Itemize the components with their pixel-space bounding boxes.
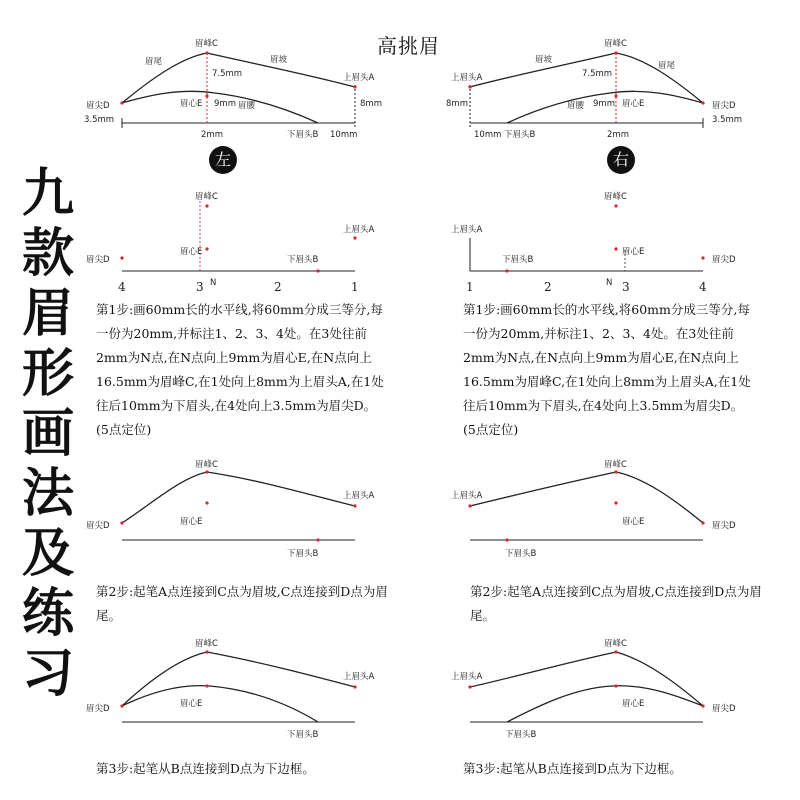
diagram-label: 下眉头B (504, 130, 536, 140)
point-marker (505, 269, 508, 272)
diagram-label: 3 (622, 280, 630, 294)
diagram-label: 2 (274, 280, 282, 294)
diagram-label: 眉心E (622, 99, 645, 109)
label-waist: 眉腰 (238, 101, 256, 111)
diagram-label: 上眉头A (343, 491, 375, 501)
diagram-label: 眉尖D (712, 521, 736, 531)
diagram-label: 下眉头B (505, 730, 537, 740)
diagram-label: 眉尖D (712, 101, 736, 111)
label-peak: 眉峰C (195, 39, 218, 49)
diagram-label: 4 (699, 280, 707, 294)
point-marker (505, 538, 508, 541)
label-tail: 眉尾 (145, 57, 163, 67)
diagram-label: 9mm (593, 99, 615, 109)
diagram-label: N (210, 278, 217, 288)
meas-heart: 9mm (214, 99, 236, 109)
step3-right-text: 第3步:起笔从B点连接到D点为下边框。 (463, 761, 682, 776)
step1-right-text: 第1步:画60mm长的水平线,将60mm分成三等分,每一份为20mm,并标注1、2、3、4处。在3处往前2mm为N点,在N点向上9mm为眉心E,在N点向上16.5mm为眉峰C,在1处向上8mm为上眉头A,在1处往后10mm为下眉头,在4处向上3.5mm为眉尖D。(5点定位) (463, 302, 751, 437)
diagram-label: 眉峰C (195, 639, 218, 649)
label-slope: 眉坡 (270, 55, 288, 65)
point-marker (701, 101, 704, 104)
diagram-label: 4 (118, 280, 126, 294)
diagram-label: 2mm (607, 130, 629, 140)
diagram-label: 眉峰C (604, 639, 627, 649)
diagram-label: 3 (196, 280, 204, 294)
diagram-label: 上眉头A (451, 73, 483, 83)
diagram-label: 眉心E (180, 699, 203, 709)
diagram-label: 3.5mm (712, 115, 743, 125)
diagram-label: 下眉头B (287, 730, 319, 740)
diagram-label: 下眉头B (502, 255, 534, 265)
left-badge: 左 (209, 146, 237, 174)
brow-curve (470, 652, 703, 706)
point-marker (614, 470, 617, 473)
point-marker (468, 85, 471, 88)
diagram-label: 眉尖D (86, 704, 110, 714)
brow-curve (507, 686, 703, 722)
label-tip: 眉尖D (86, 101, 110, 111)
diagram-label: 眉心E (180, 517, 203, 527)
diagram-label: 眉峰C (604, 460, 627, 470)
right-badge: 右 (607, 146, 635, 174)
diagram-label: 下眉头B (287, 255, 319, 265)
diagram-label: 1 (351, 280, 359, 294)
diagram-label: 眉心E (622, 517, 645, 527)
diagram-label: 上眉头A (343, 672, 375, 682)
point-marker (468, 685, 471, 688)
point-marker (468, 504, 471, 507)
page-title: 高挑眉 (377, 34, 440, 58)
diagram-label: 眉心E (180, 247, 203, 257)
diagram-label: 8mm (446, 99, 468, 109)
meas-back: 10mm (330, 130, 358, 140)
meas-front: 2mm (201, 130, 223, 140)
diagram-label: 7.5mm (582, 69, 613, 79)
right-step1-diagram (451, 191, 736, 294)
diagram-label: 眉心E (622, 247, 645, 257)
point-marker (614, 51, 617, 54)
right-top-diagram (446, 38, 742, 140)
point-marker (614, 247, 617, 250)
meas-head: 8mm (360, 99, 382, 109)
meas-peak: 7.5mm (212, 69, 243, 79)
diagram-label: 眉腰 (567, 101, 585, 111)
diagram-label: 眉峰C (604, 39, 627, 49)
diagram-label: 眉尖D (86, 521, 110, 531)
step2-right-text: 第2步:起笔A点连接到C点为眉坡,C点连接到D点为眉尾。 (470, 584, 762, 623)
diagram-label: N (606, 278, 613, 288)
meas-tip: 3.5mm (84, 115, 115, 125)
diagram-label: 上眉头A (451, 491, 483, 501)
point-marker (701, 521, 704, 524)
diagram-label: 2 (544, 280, 552, 294)
right-step2-diagram (451, 459, 736, 559)
label-head-b: 下眉头B (287, 130, 319, 140)
diagram-label: 上眉头A (451, 672, 483, 682)
diagram-label: 下眉头B (287, 549, 319, 559)
diagram-label: 1 (466, 280, 474, 294)
diagram-label: 眉峰C (604, 192, 627, 202)
diagram-label: 眉尖D (712, 704, 736, 714)
step3-left-text: 第3步:起笔从B点连接到D点为下边框。 (96, 761, 315, 776)
point-marker (701, 704, 704, 707)
point-marker (614, 501, 617, 504)
point-marker (614, 94, 617, 97)
point-marker (614, 204, 617, 207)
label-heart: 眉心E (180, 99, 203, 109)
diagram-label: 眉尖D (712, 255, 736, 265)
diagram-label: 上眉头A (451, 225, 483, 235)
step2-left-text: 第2步:起笔A点连接到C点为眉坡,C点连接到D点为眉尾。 (96, 584, 388, 623)
diagram-label: 眉峰C (195, 460, 218, 470)
diagram-label: 10mm (474, 130, 502, 140)
diagram-label: 上眉头A (343, 225, 375, 235)
diagram-label: 下眉头B (505, 549, 537, 559)
step1-left-text: 第1步:画60mm长的水平线,将60mm分成三等分,每一份为20mm,并标注1、2、3、4处。在3处往前2mm为N点,在N点向上9mm为眉心E,在N点向上16.5mm为眉峰C,在1处向上8mm为上眉头A,在1处往后10mm为下眉头,在4处向上3.5mm为眉尖D。(5点定位) (96, 302, 384, 437)
right-step3-diagram (451, 638, 736, 740)
point-marker (614, 650, 617, 653)
diagram-label: 眉尾 (658, 61, 676, 71)
label-head-a: 上眉头A (343, 73, 375, 83)
point-marker (701, 256, 704, 259)
brow-curve (470, 472, 703, 523)
point-marker (614, 684, 617, 687)
side-title: 九款眉形画法及练习 (21, 164, 74, 704)
diagram-label: 眉坡 (535, 55, 553, 65)
diagram-label: 眉心E (622, 699, 645, 709)
diagram-label: 眉尖D (86, 255, 110, 265)
diagram-label: 眉峰C (195, 192, 218, 202)
